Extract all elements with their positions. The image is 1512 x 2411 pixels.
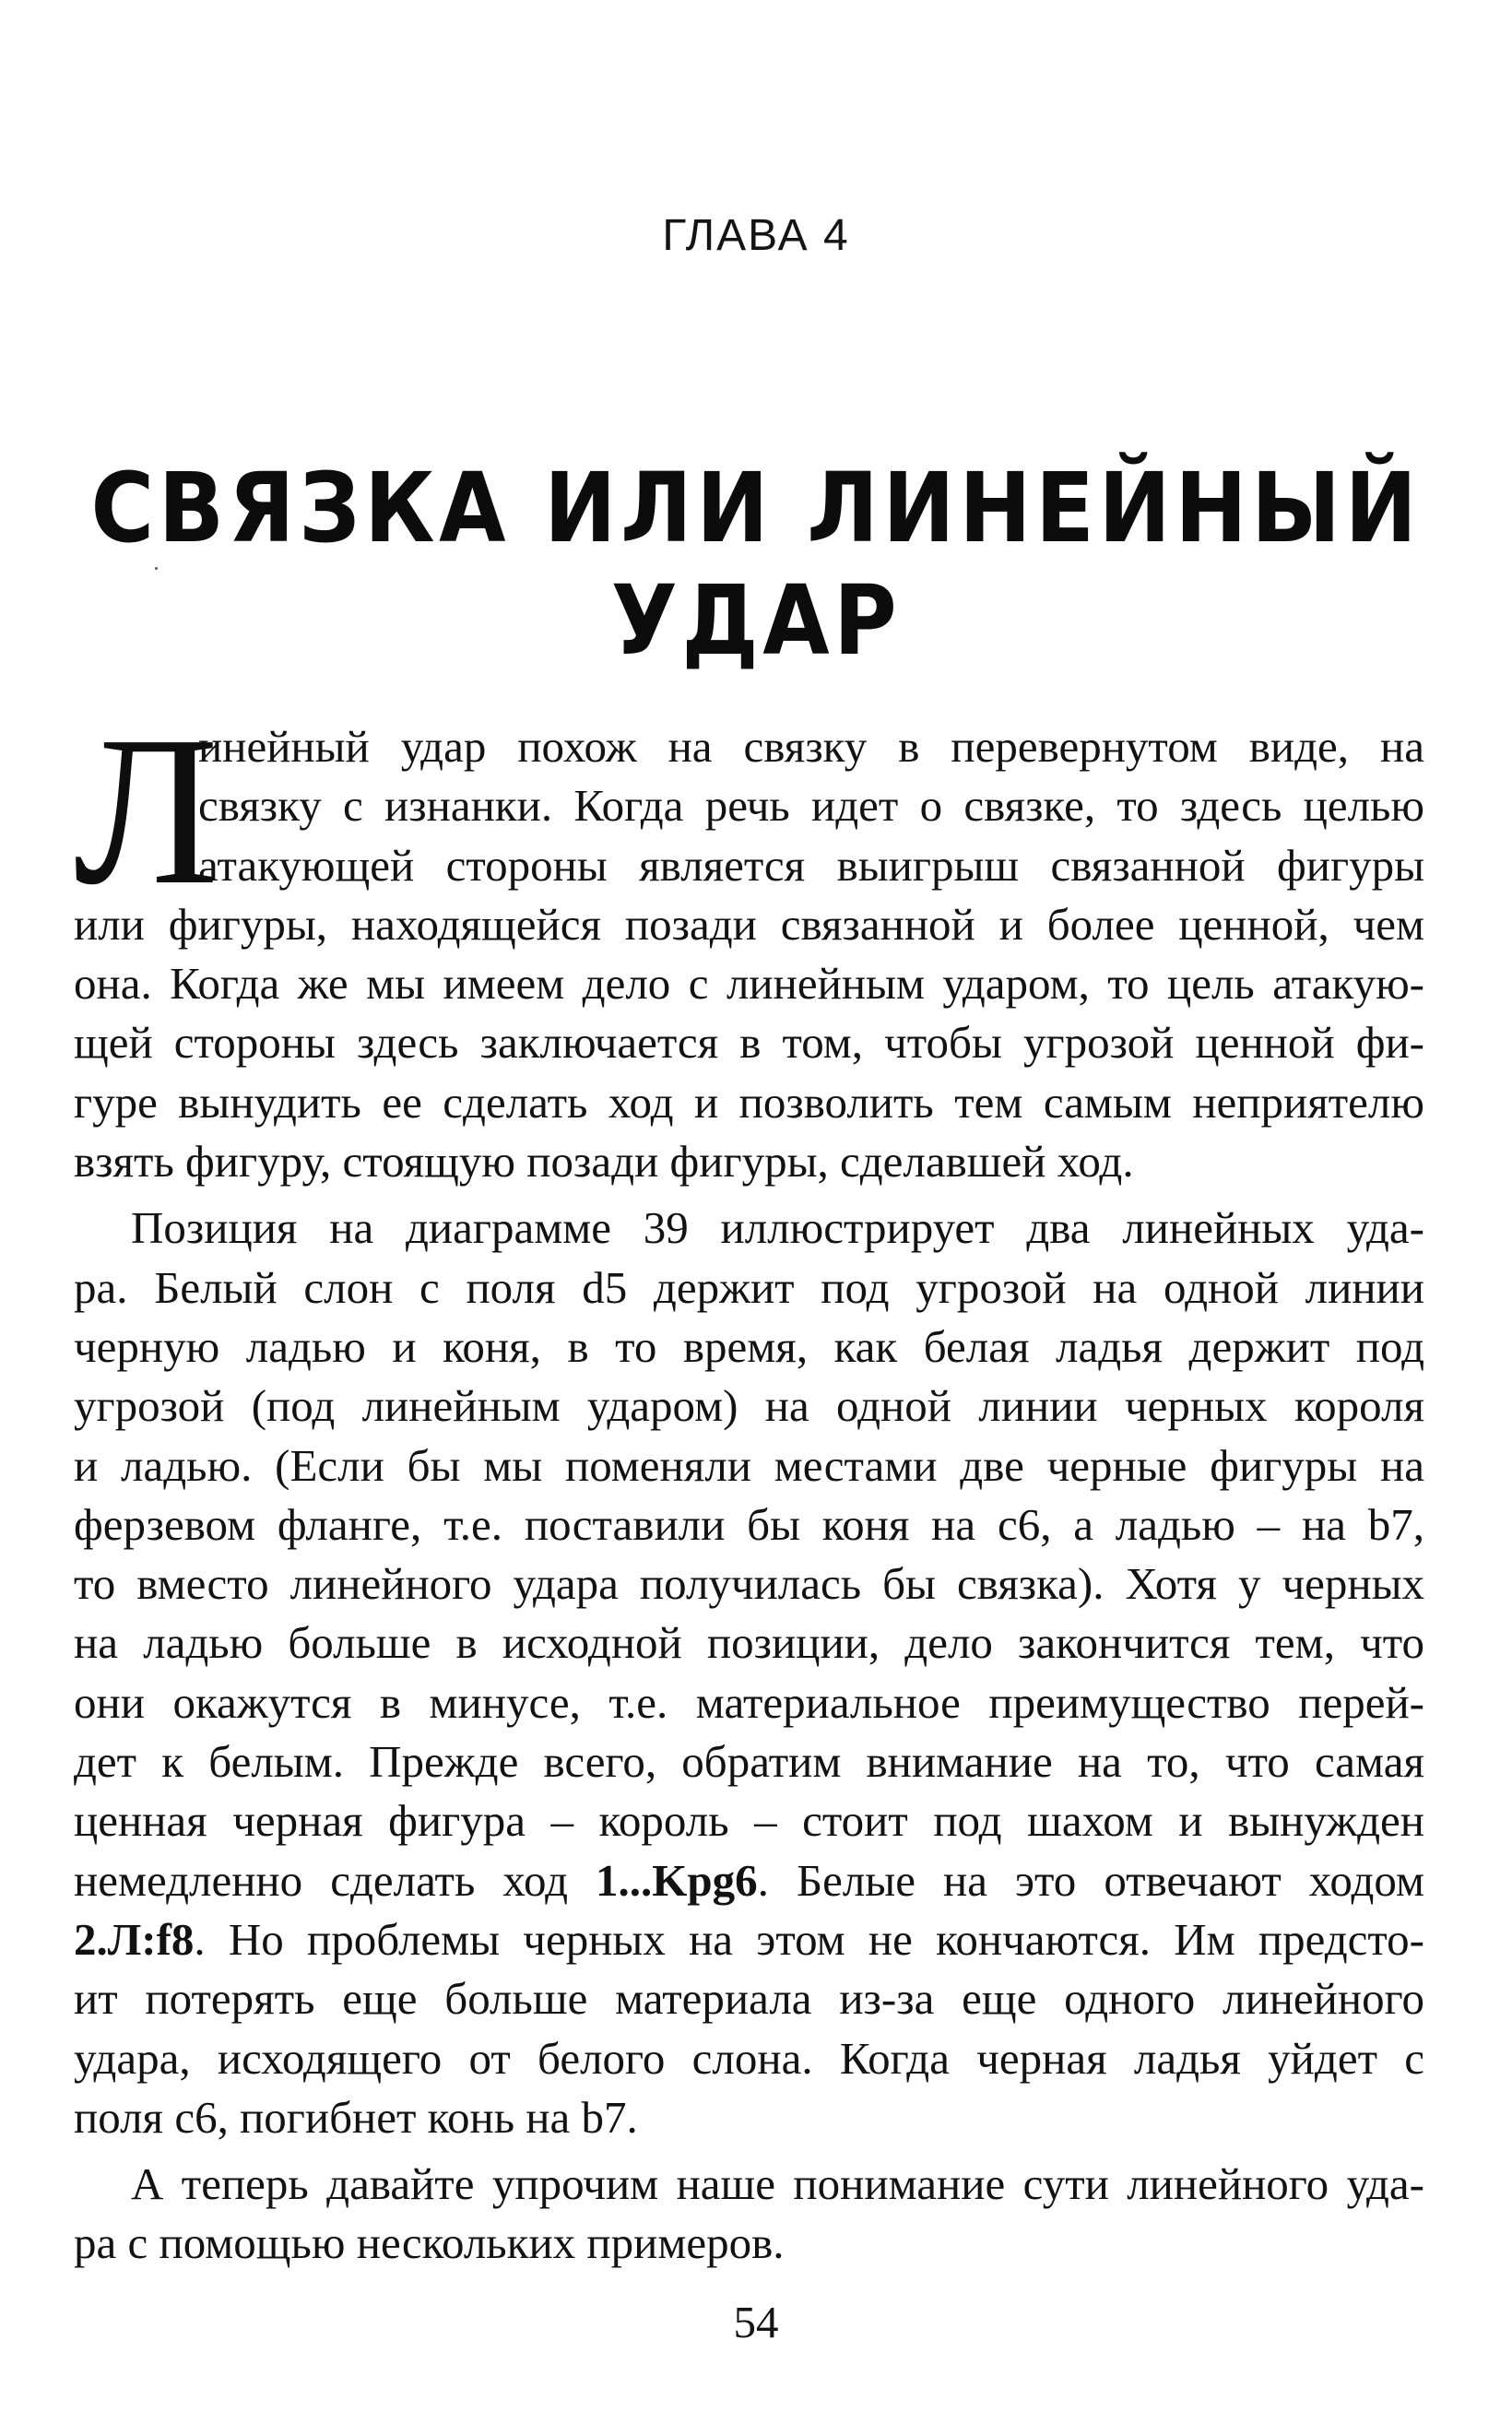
chess-move: 1...Kpg6 (596, 1854, 758, 1906)
paragraph-1-line: она. Когда же мы имеем дело с линейным ударом, то цель атакую- (74, 958, 1424, 1010)
paragraph-2-line: ит потерять еще больше материала из-за еще одного линейного (74, 1973, 1424, 2025)
body-text (74, 692, 1424, 2274)
paragraph-2-line: угрозой (под линейным ударом) на одной линии черных короля (74, 1380, 1424, 1432)
paragraph-gap (74, 2147, 1424, 2155)
print-speck (155, 567, 158, 570)
paragraph-1-line: или фигуры, находящейся позади связанной и более ценной, чем (74, 898, 1424, 950)
paragraph-2-line: ра. Белый слон с поля d5 держит под угрозой на одной линии (74, 1261, 1424, 1313)
paragraph-2-line: черную ладью и коня, в то время, как белая ладья держит под (74, 1320, 1424, 1372)
text-run: . Белые на это отвечают ходом (757, 1854, 1424, 1906)
paragraph-1-line: гуре вынудить ее сделать ход и позволить тем самым неприятелю (74, 1076, 1424, 1128)
paragraph-2-line: ферзевом фланге, т.е. поставили бы коня на с6, а ладью – на b7, (74, 1498, 1424, 1550)
chapter-title: СВЯЗКА ИЛИ ЛИНЕЙНЫЙ УДАР (90, 452, 1422, 677)
chess-move: 2.Л:f8 (74, 1913, 195, 1965)
paragraph-2-line: то вместо линейного удара получилась бы связка). Хотя у черных (74, 1558, 1424, 1610)
paragraph-2-line: на ладью больше в исходной позиции, дело закончится тем, что (74, 1617, 1424, 1669)
paragraph-1-line: инейный удар похож на связку в перевернутом виде, на (198, 721, 1424, 772)
paragraph-1-line: взять фигуру, стоящую позади фигуры, сделавшей ход. (74, 1136, 1134, 1188)
text-run: . Но проблемы черных на этом не кончаются. Им предсто- (194, 1913, 1424, 1965)
paragraph-3-line: А теперь давайте упрочим наше понимание сути линейного уда- (131, 2158, 1424, 2210)
paragraph-1-line: щей стороны здесь заключается в том, чтобы угрозой ценной фи- (74, 1017, 1424, 1069)
paragraph-2-line: поля с6, погибнет конь на b7. (74, 2091, 638, 2143)
paragraph-2-line: ценная черная фигура – король – стоит под шахом и вынужден (74, 1795, 1424, 1847)
paragraph-1-line: связку с изнанки. Когда речь идет о связке, то здесь целью (198, 780, 1424, 832)
page-number: 54 (733, 2297, 779, 2347)
paragraph-2-line: они окажутся в минусе, т.е. материальное преимущество перей- (74, 1676, 1424, 1728)
paragraph-gap (74, 1191, 1424, 1199)
paragraph-2-line: дет к белым. Прежде всего, обратим внимание на то, что самая (74, 1736, 1424, 1788)
paragraph-2-line (74, 1910, 1424, 1969)
paragraph-2-line: удара, исходящего от белого слона. Когда черная ладья уйдет с (74, 2032, 1424, 2084)
paragraph-2-line (74, 1851, 1424, 1910)
paragraph-1-line: атакующей стороны является выигрыш связанной фигуры (198, 839, 1424, 891)
drop-cap: Л (74, 692, 219, 929)
text-run: немедленно сделать ход (74, 1854, 597, 1906)
paragraph-3-line: ра с помощью нескольких примеров. (74, 2217, 785, 2269)
paragraph-2-line: Позиция на диаграмме 39 иллюстрирует два линейных уда- (131, 1202, 1424, 1254)
chapter-label: ГЛАВА 4 (662, 211, 850, 260)
paragraph-2-line: и ладью. (Если бы мы поменяли местами две черные фигуры на (74, 1439, 1424, 1491)
